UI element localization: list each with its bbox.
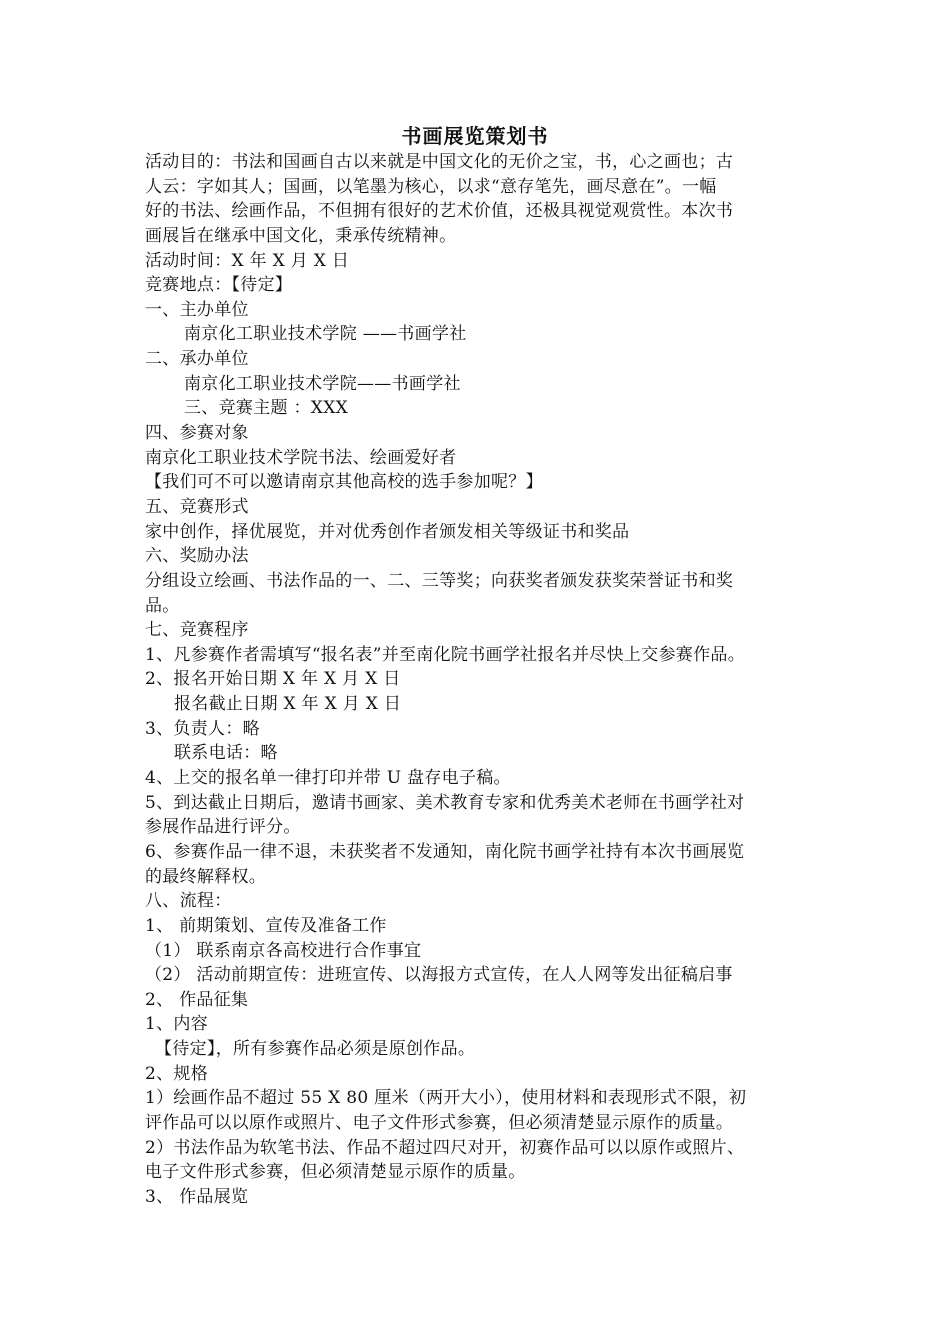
text-line-procedure-5b: 参展作品进行评分。 <box>145 817 301 838</box>
text-line-procedure-deadline: 报名截止日期 X 年 X 月 X 日 <box>174 694 402 715</box>
text-line-venue: 竞赛地点：【待定】 <box>145 275 293 296</box>
section-heading-participants: 四、参赛对象 <box>145 423 249 444</box>
text-line-purpose-4: 画展旨在继承中国文化，秉承传统精神。 <box>145 225 457 246</box>
text-line-process-1-1: （1） 联系南京各高校进行合作事宜 <box>145 940 422 961</box>
text-line-process-3: 3、 作品展览 <box>145 1186 249 1207</box>
text-line-content-heading: 1、内容 <box>145 1014 209 1035</box>
text-line-content: 【待定】，所有参赛作品必须是原创作品。 <box>155 1039 476 1060</box>
text-line-procedure-6a: 6、参赛作品一律不退，未获奖者不发通知，南化院书画学社持有本次书画展览 <box>145 841 745 862</box>
text-line-awards-1: 分组设立绘画、书法作品的一、二、三等奖；向获奖者颁发获奖荣誉证书和奖 <box>145 570 734 591</box>
text-line-procedure-1: 1、凡参赛作者需填写“报名表”并至南化院书画学社报名并尽快上交参赛作品。 <box>145 644 745 665</box>
text-line-procedure-6b: 的最终解释权。 <box>145 866 267 887</box>
text-line-procedure-3: 3、负责人：略 <box>145 718 260 739</box>
text-line-spec-2b: 电子文件形式参赛，但必须清楚显示原作的质量。 <box>145 1162 526 1183</box>
text-line-participants: 南京化工职业技术学院书法、绘画爱好者 <box>145 447 457 468</box>
document-body <box>145 150 825 1210</box>
section-heading-theme: 三、竞赛主题 ：XXX <box>184 398 349 419</box>
section-heading-format: 五、竞赛形式 <box>145 496 249 517</box>
text-line-process-1-2: （2） 活动前期宣传：进班宣传、以海报方式宣传，在人人网等发出征稿启事 <box>145 965 733 986</box>
section-heading-organizer: 一、主办单位 <box>145 299 249 320</box>
text-line-process-2: 2、 作品征集 <box>145 989 249 1010</box>
page-title: 书画展览策划书 <box>401 124 549 148</box>
text-line-procedure-5a: 5、到达截止日期后，邀请书画家、美术教育专家和优秀美术老师在书画学社对 <box>145 792 745 813</box>
text-line-spec-1a: 1）绘画作品不超过 55 X 80 厘米（两开大小），使用材料和表现形式不限，初 <box>145 1088 747 1109</box>
text-line-process-1: 1、 前期策划、宣传及准备工作 <box>145 915 387 936</box>
text-line-spec-1b: 评作品可以以原作或照片、电子文件形式参赛，但必须清楚显示原作的质量。 <box>145 1112 734 1133</box>
text-line-awards-2: 品。 <box>145 595 180 616</box>
section-heading-process: 八、流程： <box>145 891 232 912</box>
text-line-purpose-2: 人云：字如其人；国画，以笔墨为核心，以求“意存笔先，画尽意在”。一幅 <box>145 176 717 197</box>
text-line-procedure-phone: 联系电话：略 <box>174 743 278 764</box>
text-line-procedure-4: 4、上交的报名单一律打印并带 U 盘存电子稿。 <box>145 768 511 789</box>
section-heading-co-organizer: 二、承办单位 <box>145 349 249 370</box>
text-line-activity-time: 活动时间：X 年 X 月 X 日 <box>145 250 350 271</box>
text-line-spec-2a: 2）书法作品为软笔书法、作品不超过四尺对开，初赛作品可以以原作或照片、 <box>145 1137 745 1158</box>
text-line-participants-note: 【我们可不可以邀请南京其他高校的选手参加呢？】 <box>145 472 543 493</box>
text-line-purpose-3: 好的书法、绘画作品，不但拥有很好的艺术价值，还极具视觉观赏性。本次书 <box>145 201 734 222</box>
text-line-organizer: 南京化工职业技术学院 ——书画学社 <box>184 324 467 345</box>
text-line-purpose-1: 活动目的：书法和国画自古以来就是中国文化的无价之宝，书，心之画也；古 <box>145 152 734 172</box>
section-heading-procedure: 七、竞赛程序 <box>145 620 249 641</box>
text-line-spec-heading: 2、规格 <box>145 1063 209 1084</box>
text-line-co-organizer: 南京化工职业技术学院——书画学社 <box>184 373 461 394</box>
section-heading-awards: 六、奖励办法 <box>145 546 249 567</box>
text-line-procedure-2: 2、报名开始日期 X 年 X 月 X 日 <box>145 669 401 690</box>
text-line-format: 家中创作，择优展览，并对优秀创作者颁发相关等级证书和奖品 <box>145 521 630 542</box>
